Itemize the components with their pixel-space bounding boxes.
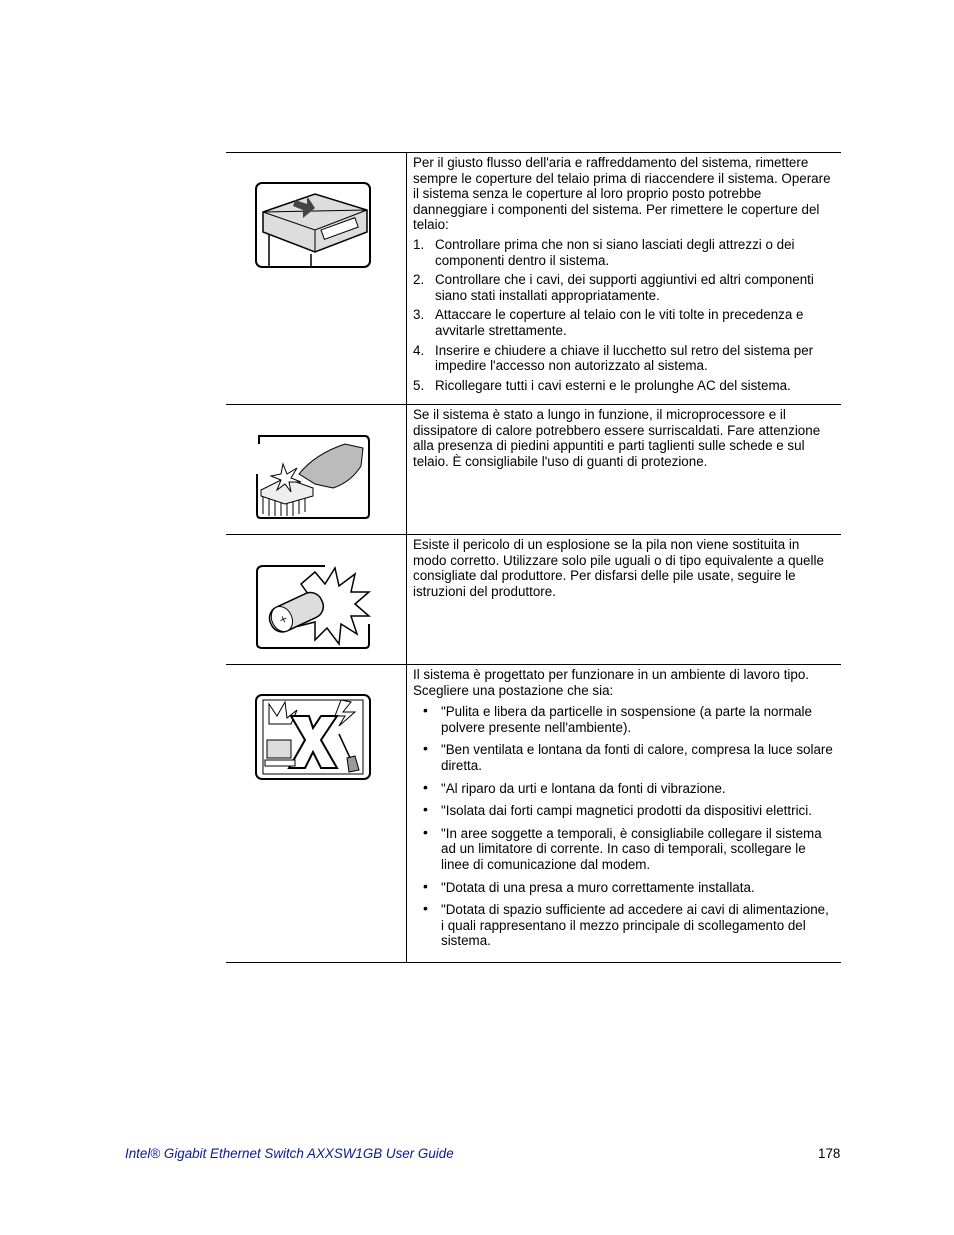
bullet-text: "Ben ventilata e lontana da fonti di calore, compresa la luce solare diretta.: [441, 742, 833, 773]
text-cell: [407, 405, 842, 535]
bullet-text: "Dotata di spazio sufficiente ad accedere ai cavi di alimentazione, i quali rappresentano il mezzo principale di scollegamento del sistema.: [441, 902, 829, 949]
icon-cell: [226, 535, 407, 665]
bullet-text: "Al riparo da urti e lontana da fonti di vibrazione.: [441, 780, 726, 796]
step-text: Controllare che i cavi, dei supporti aggiuntivi ed altri componenti siano stati installati appropriatamente.: [435, 272, 814, 303]
step-text: Attaccare le coperture al telaio con le viti tolte in precedenza e avvitarle strettamente.: [435, 307, 804, 338]
table-row: [226, 153, 841, 405]
bullet-icon: •: [423, 702, 428, 719]
icon-cell: [226, 405, 407, 535]
step-text: Inserire e chiudere a chiave il lucchetto sul retro del sistema per impedire l'accesso non autorizzato al sistema.: [435, 342, 814, 374]
bullet-text: "Isolata dai forti campi magnetici prodotti da dispositivi elettrici.: [441, 803, 812, 819]
icon-cell: [226, 153, 407, 405]
bullet-icon: •: [423, 877, 428, 894]
bullet-text: "Dotata di una presa a muro correttamente installata.: [441, 879, 755, 895]
list-item: [413, 343, 835, 374]
list-item: [413, 742, 835, 773]
chassis-cover-icon: [255, 182, 371, 268]
step-text: Controllare prima che non si siano lasciati degli attrezzi o dei componenti dentro il sistema.: [435, 236, 795, 268]
text-cell: [407, 665, 842, 963]
bullet-list: [413, 704, 835, 949]
bullet-icon: •: [423, 900, 428, 917]
environment-hazards-icon: [255, 694, 371, 780]
row-intro: Esiste il pericolo di un esplosione se la pila non viene sostituita in modo corretto. Utilizzare solo pile uguali o di tipo equivalente a quelle consigliate dal produttore. Per disfarsi delle pile usate, seguire le istruzioni del produttore.: [413, 537, 824, 599]
step-number: 2.: [413, 272, 425, 288]
list-item: [413, 237, 835, 268]
step-number: 3.: [413, 307, 425, 323]
step-number: 1.: [413, 236, 425, 252]
list-item: [413, 877, 835, 896]
text-cell: [407, 153, 842, 405]
list-item: [413, 778, 835, 797]
footer-page-number: 178: [818, 1146, 841, 1161]
step-number: 5.: [413, 377, 425, 393]
safety-warnings-table: [226, 152, 841, 963]
list-item: [413, 307, 835, 338]
list-item: [413, 704, 835, 735]
bullet-icon: •: [423, 778, 428, 795]
bullet-icon: •: [423, 823, 428, 840]
battery-explosion-icon: [255, 564, 371, 650]
step-number: 4.: [413, 342, 425, 358]
step-text: Ricollegare tutti i cavi esterni e le prolunghe AC del sistema.: [435, 377, 791, 393]
svg-text:+: +: [277, 613, 290, 627]
row-intro: Il sistema è progettato per funzionare in un ambiente di lavoro tipo. Scegliere una postazione che sia:: [413, 667, 809, 698]
footer-document-title: Intel® Gigabit Ethernet Switch AXXSW1GB User Guide: [125, 1146, 454, 1161]
row-intro: Per il giusto flusso dell'aria e raffreddamento del sistema, rimettere sempre le coperture del telaio prima di riaccendere il sistema. Operare il sistema senza le coperture al loro proprio posto potrebbe danneggiare i componenti del sistema. Per rimettere le coperture del telaio:: [413, 155, 831, 233]
bullet-icon: •: [423, 801, 428, 818]
bullet-text: "Pulita e libera da particelle in sospensione (a parte la normale polvere presente nell'ambiente).: [441, 704, 812, 735]
icon-cell: [226, 665, 407, 963]
list-item: [413, 378, 835, 394]
bullet-text: "In aree soggette a temporali, è consigliabile collegare il sistema ad un limitatore di corrente. In caso di temporali, scollegare le linee di comunicazione dal modem.: [441, 825, 822, 872]
row-intro: Se il sistema è stato a lungo in funzione, il microprocessore e il dissipatore di calore potrebbero essere surriscaldati. Fare attenzione alla presenza di piedini appuntiti e parti taglienti sulle schede e sul telaio. È consigliabile l'uso di guanti di protezione.: [413, 407, 821, 469]
steps-list: [413, 237, 835, 393]
table-row: [226, 405, 841, 535]
list-item: [413, 902, 835, 949]
text-cell: [407, 535, 842, 665]
hot-heatsink-icon: [255, 434, 371, 520]
table-row: [226, 665, 841, 963]
list-item: [413, 823, 835, 873]
table-row: [226, 535, 841, 665]
list-item: [413, 272, 835, 303]
bullet-icon: •: [423, 740, 428, 757]
list-item: [413, 803, 835, 819]
